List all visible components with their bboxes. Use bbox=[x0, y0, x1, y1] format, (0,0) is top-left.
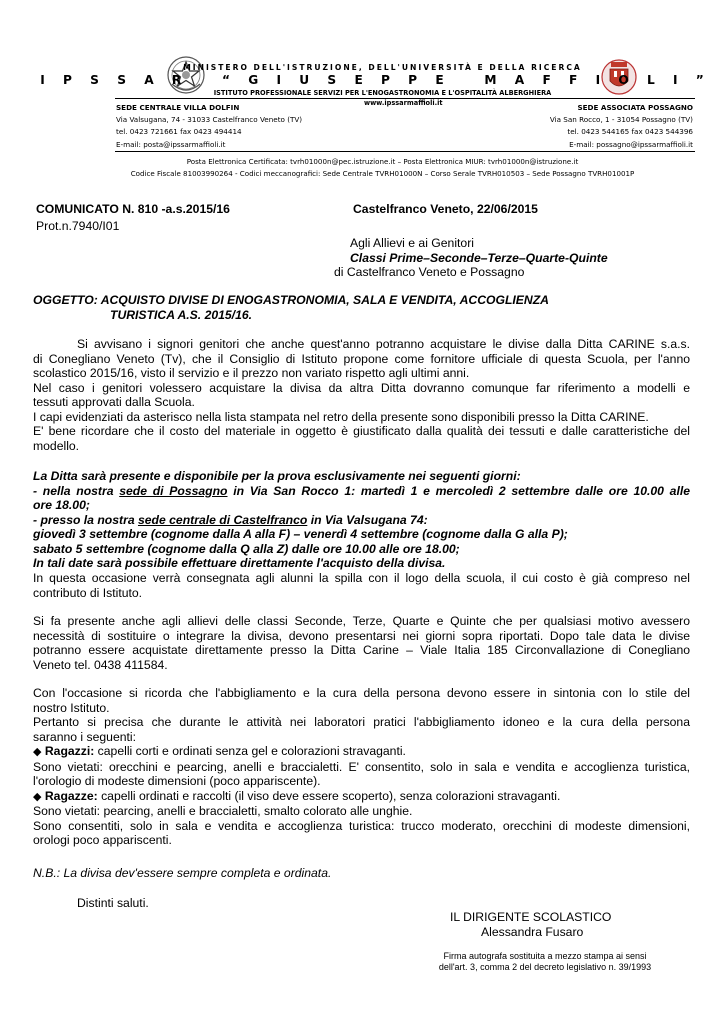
dates-line-1: La Ditta sarà presente e disponibile per la prova esclusivamente nei seguenti giorni: bbox=[33, 469, 521, 483]
p5-line-2: contributo di Istituto. bbox=[33, 585, 143, 600]
sede-associata bbox=[550, 102, 693, 151]
place-date: Castelfranco Veneto, 22/06/2015 bbox=[353, 202, 538, 216]
body-paragraph-1 bbox=[33, 337, 690, 453]
website-link[interactable]: www.ipssarmaffioli.it bbox=[364, 99, 443, 107]
nota-bene: N.B.: La divisa dev'essere sempre completa e ordinata. bbox=[33, 866, 332, 880]
sede-left-email[interactable]: E-mail: posta@ipssarmaffioli.it bbox=[116, 139, 226, 149]
dates-line-2a: - nella nostra bbox=[33, 483, 120, 498]
codes-line: Codice Fiscale 81003990264 - Codici meccanografici: Sede Centrale TVRH01000N – Corso Serale TVRH010503 – Sede Possagno TVRH01001P bbox=[130, 169, 635, 178]
boys-text: capelli corti e ordinati senza gel e colorazioni stravaganti. bbox=[94, 744, 406, 758]
sede-right-phone: tel. 0423 544165 fax 0423 544396 bbox=[567, 127, 693, 137]
boys-label: Ragazzi: bbox=[44, 744, 95, 758]
boys-rule bbox=[33, 744, 690, 760]
recipients-1: Agli Allievi e ai Genitori bbox=[350, 236, 474, 250]
dates-line-4b: in Via Valsugana 74: bbox=[307, 512, 428, 527]
subject-line-2: TURISTICA A.S. 2015/16. bbox=[110, 308, 253, 322]
girls-allowed-1: Sono consentiti, solo in sala e vendita e accoglienza turistica: trucco moderato, orecchini di modeste dimensioni, bbox=[33, 818, 690, 833]
p8-line-1: Pertanto si precisa che durante le attività nei laboratori pratici l'abbigliamento idoneo e la cura della persona bbox=[33, 715, 690, 729]
diamond-bullet-icon: ◆ bbox=[33, 746, 42, 758]
p1-line-1: Si avvisano i signori genitori che anche quest'anno potranno acquistare le divise dalla Ditta CARINE s.a.s. bbox=[77, 337, 690, 351]
sede-left-phone: tel. 0423 721661 fax 0423 494414 bbox=[116, 127, 242, 137]
closing-greeting: Distinti saluti. bbox=[77, 896, 149, 910]
p7-line-2: nostro Istituto. bbox=[33, 700, 110, 715]
p8-line-2: saranno i seguenti: bbox=[33, 729, 136, 744]
castelfranco-location: sede centrale di Castelfranco bbox=[137, 512, 308, 527]
signature-note-2: dell'art. 3, comma 2 del decreto legislativo n. 39/1993 bbox=[438, 962, 652, 972]
dates-line-5: giovedì 3 settembre (cognome dalla A alla F) – venerdì 4 settembre (cognome dalla G alla P); bbox=[33, 527, 568, 541]
p5-line-1: In questa occasione verrà consegnata agli alunni la spilla con il logo della scuola, il cui costo è già compreso nel bbox=[33, 571, 690, 585]
p6-line-4: Veneto tel. 0438 411584. bbox=[33, 657, 168, 672]
girls-text: capelli ordinati e raccolti (il viso deve essere scoperto), senza colorazioni stravaganti. bbox=[97, 788, 561, 803]
p1-line-2: di Conegliano Veneto (Tv), che il Consiglio di Istituto propone come fornitore ufficiale di questa Scuola, per l'anno bbox=[33, 351, 690, 366]
signature-title: IL DIRIGENTE SCOLASTICO bbox=[450, 910, 612, 924]
dates-line-4a: - presso la nostra bbox=[33, 512, 138, 527]
diamond-bullet-icon: ◆ bbox=[33, 790, 42, 803]
p2-line-2: tessuti approvati dalla Scuola. bbox=[33, 395, 195, 409]
comunicato-number: COMUNICATO N. 810 -a.s.2015/16 bbox=[36, 202, 230, 216]
dates-line-2b: in Via San Rocco 1: martedì 1 e mercoledì 2 settembre dalle ore 10.00 alle bbox=[227, 483, 691, 498]
boys-forbidden-2: l'orologio di modeste dimensioni (poco appariscente). bbox=[33, 774, 321, 788]
subject-line-1: OGGETTO: ACQUISTO DIVISE DI ENOGASTRONOMIA, SALA E VENDITA, ACCOGLIENZA bbox=[33, 293, 549, 307]
dates-line-6: sabato 5 settembre (cognome dalla Q alla Z) dalle ore 10.00 alle ore 18.00; bbox=[33, 541, 460, 556]
dates-line-4 bbox=[33, 513, 690, 528]
sede-right-email[interactable]: E-mail: possagno@ipssarmaffioli.it bbox=[569, 139, 693, 149]
protocol-number: Prot.n.7940/I01 bbox=[36, 219, 120, 233]
sede-left-address: Via Valsugana, 74 - 31033 Castelfranco Veneto (TV) bbox=[116, 115, 303, 125]
p6-line-3: potranno essere acquistate direttamente presso la Ditta Carine – Viale Italia 185 Circonvallazione di Conegliano bbox=[33, 643, 690, 657]
recipients-3: di Castelfranco Veneto e Possagno bbox=[334, 265, 525, 279]
pec-line: Posta Elettronica Certificata: tvrh01000n@pec.istruzione.it – Posta Elettronica MIUR: tvrh01000n@istruzione.it bbox=[186, 157, 579, 166]
ministry-heading: MINISTERO DELL'ISTRUZIONE, DELL'UNIVERSITÀ E DELLA RICERCA bbox=[183, 63, 582, 72]
sede-centrale bbox=[116, 102, 302, 151]
dates-line-7: In tali date sarà possibile effettuare direttamente l'acquisto della divisa. bbox=[33, 556, 446, 570]
body-paragraph-5 bbox=[33, 571, 690, 600]
dates-line-3: ore 18.00; bbox=[33, 498, 90, 512]
sede-right-address: Via San Rocco, 1 - 31054 Possagno (TV) bbox=[549, 115, 693, 125]
dates-line-2 bbox=[33, 484, 690, 499]
boys-forbidden-1: Sono vietati: orecchini e pearcing, anelli e braccialetti. E' consentito, solo in sala e vendita e accoglienza turistica, bbox=[33, 759, 690, 774]
body-paragraph-6 bbox=[33, 614, 690, 672]
p3-line: I capi evidenziati da asterisco nella lista stampata nel retro della presente sono disponibili presso la Ditta CARINE. bbox=[33, 409, 649, 424]
recipients-2: Classi Prime–Seconde–Terze–Quarte-Quinte bbox=[350, 251, 608, 265]
signature-name: Alessandra Fusaro bbox=[481, 925, 584, 939]
signature-note-1: Firma autografa sostituita a mezzo stampa ai sensi bbox=[443, 951, 647, 961]
sede-left-name: SEDE CENTRALE VILLA DOLFIN bbox=[116, 103, 240, 112]
sede-right-name: SEDE ASSOCIATA POSSAGNO bbox=[577, 103, 693, 112]
p6-line-2: necessità di sostituire o integrare la divisa, devono presentarsi nei giorni sopra riportati. Dopo tale data le divise bbox=[33, 628, 690, 643]
p1-line-3: scolastico 2015/16, visto il servizio e il prezzo non variato rispetto agli ultimi anni. bbox=[33, 366, 470, 380]
body-paragraph-7 bbox=[33, 686, 690, 848]
header-rule-bottom bbox=[115, 151, 695, 152]
institute-name: ISTITUTO PROFESSIONALE SERVIZI PER L'ENOGASTRONOMIA E L'OSPITALITÀ ALBERGHIERA bbox=[213, 89, 552, 97]
dates-block bbox=[33, 469, 690, 571]
girls-allowed-2: orologi poco appariscenti. bbox=[33, 833, 172, 847]
possagno-location: sede di Possagno bbox=[119, 483, 228, 498]
p7-line-1: Con l'occasione si ricorda che l'abbigliamento e la cura della persona devono essere in sintonia con lo stile del bbox=[33, 686, 690, 700]
p6-line-1: Si fa presente anche agli allievi delle classi Seconde, Terze, Quarte e Quinte che per qualsiasi motivo avessero bbox=[33, 614, 690, 628]
girls-rule bbox=[33, 789, 690, 805]
girls-forbidden: Sono vietati: pearcing, anelli e braccialetti, smalto colorato alle unghie. bbox=[33, 804, 413, 818]
p4-line-2: modello. bbox=[33, 438, 80, 453]
p2-line-1: Nel caso i genitori volessero acquistare la divisa da altra Ditta dovranno comunque far riferimento a modelli e bbox=[33, 380, 690, 395]
girls-label: Ragazze: bbox=[44, 788, 98, 803]
p4-line-1: E' bene ricordare che il costo del materiale in oggetto è giustificato dalla qualità dei tessuti e dalle caratteristiche del bbox=[33, 424, 690, 438]
school-name: I P S S A R “ G I U S E P P E M A F F I O L I ” bbox=[40, 73, 711, 87]
